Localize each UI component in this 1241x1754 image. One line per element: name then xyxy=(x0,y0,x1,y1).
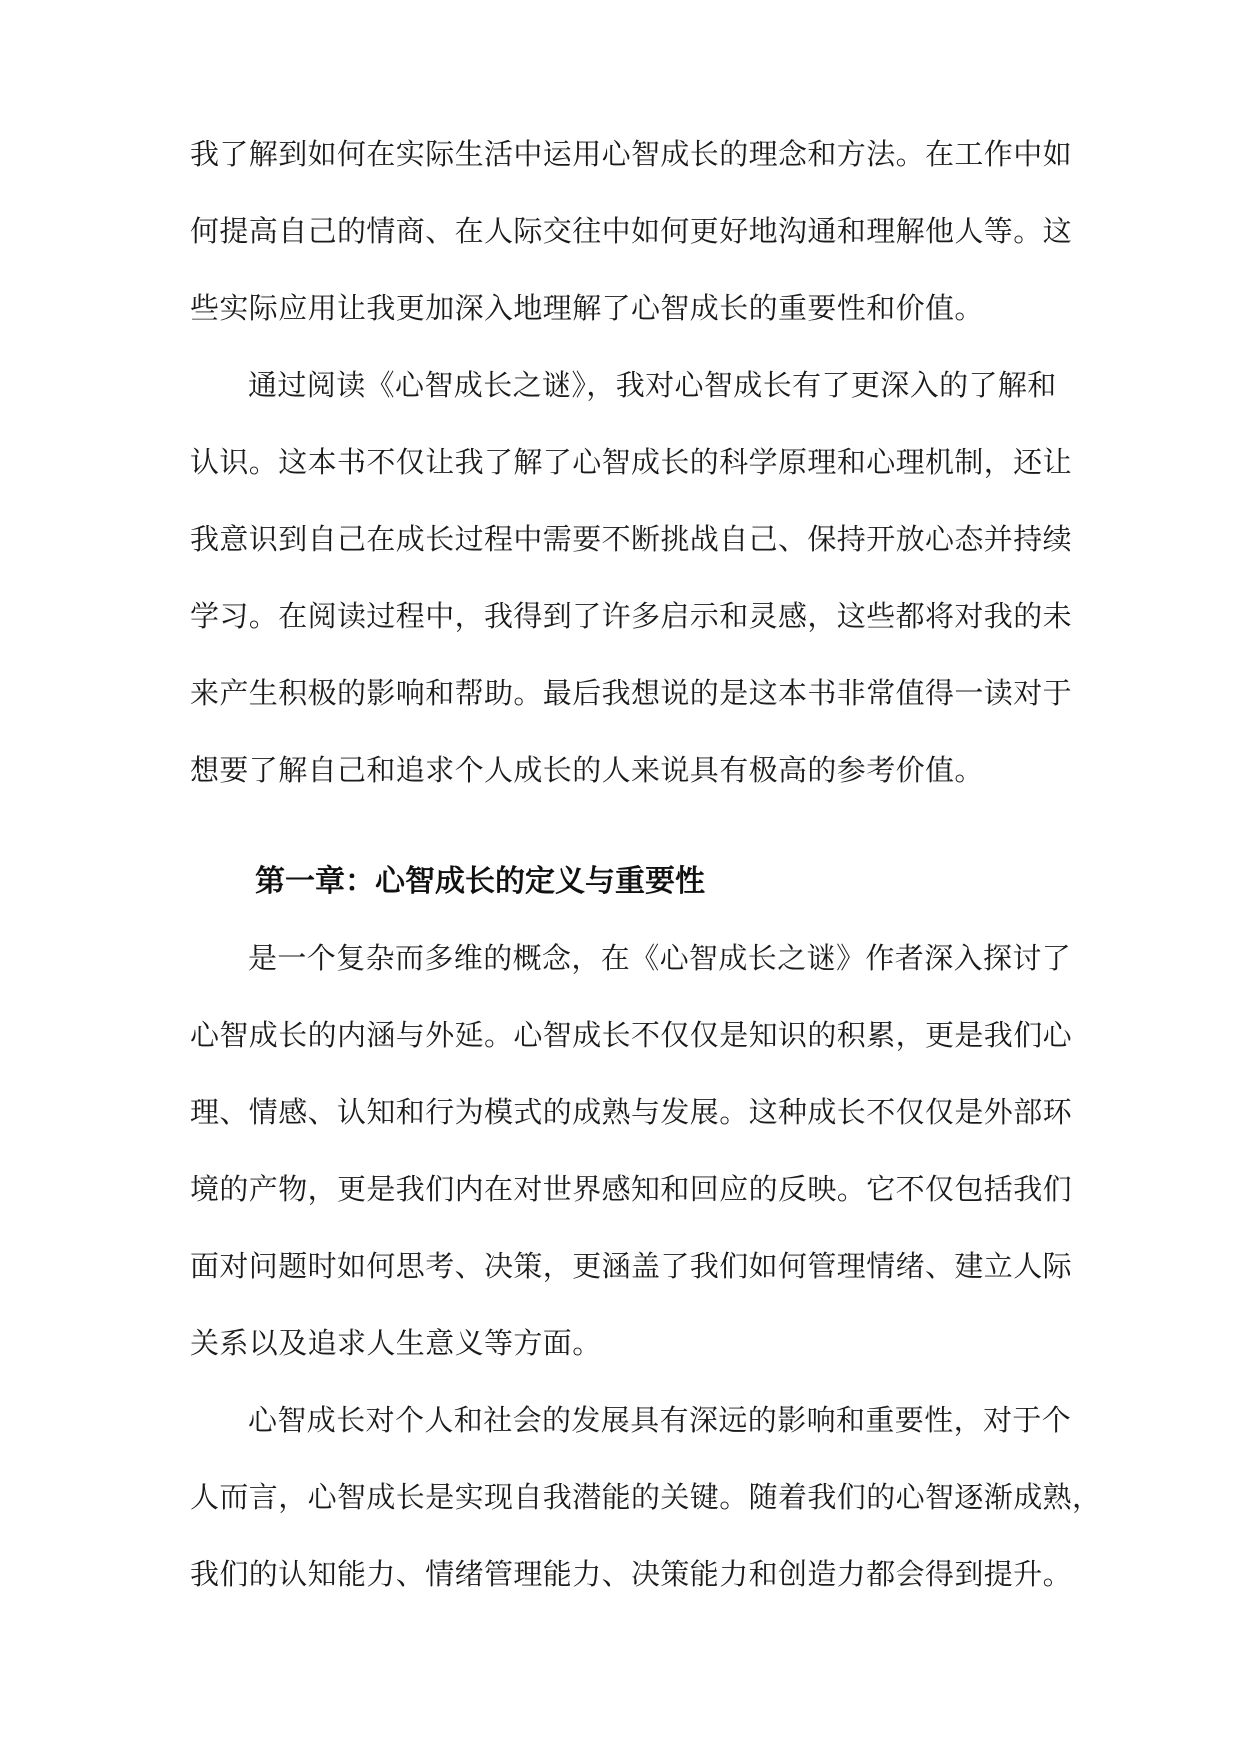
paragraph-line: 理、情感、认知和行为模式的成熟与发展。这种成长不仅仅是外部环 xyxy=(190,1095,1073,1129)
paragraph-line: 我了解到如何在实际生活中运用心智成长的理念和方法。在工作中如 xyxy=(190,137,1073,171)
paragraph-line: 心智成长对个人和社会的发展具有深远的影响和重要性，对于个 xyxy=(248,1403,1072,1437)
paragraph-line: 是一个复杂而多维的概念，在《心智成长之谜》作者深入探讨了 xyxy=(248,941,1072,975)
paragraph-line: 我们的认知能力、情绪管理能力、决策能力和创造力都会得到提升。 xyxy=(190,1557,1073,1591)
text-section-bottom xyxy=(190,920,1102,1613)
paragraph-line: 人而言，心智成长是实现自我潜能的关键。随着我们的心智逐渐成熟， xyxy=(190,1480,1102,1514)
paragraph-line: 何提高自己的情商、在人际交往中如何更好地沟通和理解他人等。这 xyxy=(190,214,1073,248)
paragraph-line: 认识。这本书不仅让我了解了心智成长的科学原理和心理机制，还让 xyxy=(190,445,1073,479)
paragraph-line: 想要了解自己和追求个人成长的人来说具有极高的参考价值。 xyxy=(190,753,984,787)
chapter-heading: 第一章：心智成长的定义与重要性 xyxy=(255,864,705,899)
text-section-top xyxy=(190,116,1073,809)
paragraph-line: 来产生积极的影响和帮助。最后我想说的是这本书非常值得一读对于 xyxy=(190,676,1073,710)
paragraph-line: 学习。在阅读过程中，我得到了许多启示和灵感，这些都将对我的未 xyxy=(190,599,1073,633)
paragraph xyxy=(190,920,1073,1382)
paragraph-line: 心智成长的内涵与外延。心智成长不仅仅是知识的积累，更是我们心 xyxy=(190,1018,1073,1052)
paragraph-line: 面对问题时如何思考、决策，更涵盖了我们如何管理情绪、建立人际 xyxy=(190,1249,1073,1283)
paragraph-line: 关系以及追求人生意义等方面。 xyxy=(190,1326,602,1360)
paragraph xyxy=(190,116,1073,347)
paragraph xyxy=(190,1382,1102,1613)
paragraph-line: 境的产物，更是我们内在对世界感知和回应的反映。它不仅包括我们 xyxy=(190,1172,1073,1206)
paragraph xyxy=(190,347,1073,809)
paragraph-line: 些实际应用让我更加深入地理解了心智成长的重要性和价值。 xyxy=(190,291,984,325)
paragraph-line: 我意识到自己在成长过程中需要不断挑战自己、保持开放心态并持续 xyxy=(190,522,1073,556)
paragraph-line: 通过阅读《心智成长之谜》，我对心智成长有了更深入的了解和 xyxy=(248,368,1057,402)
